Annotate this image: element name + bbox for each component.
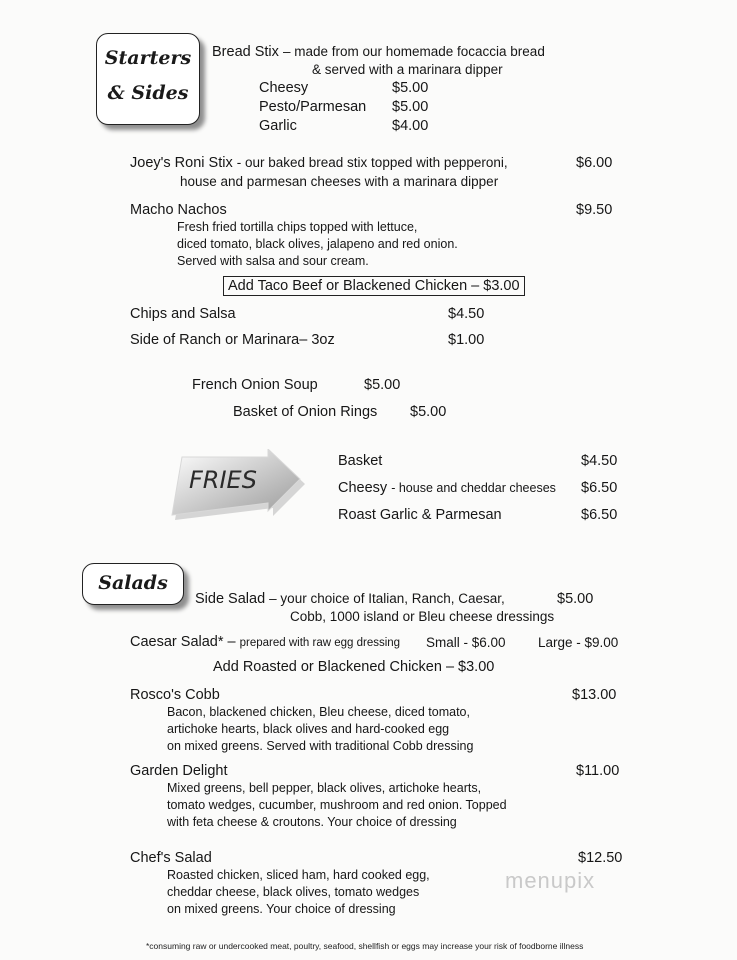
fries-item-line <box>338 480 556 496</box>
fries-item-price: $6.50 <box>581 507 618 523</box>
macho-nachos-name: Macho Nachos <box>130 202 227 218</box>
roni-stix-name: Joey's Roni Stix <box>130 155 233 171</box>
chicken-addon: Add Roasted or Blackened Chicken – $3.00 <box>213 659 495 675</box>
bread-stix-name: Bread Stix <box>212 44 279 60</box>
garden-delight-name: Garden Delight <box>130 763 228 779</box>
side-salad-desc2: Cobb, 1000 island or Bleu cheese dressings <box>290 609 555 624</box>
bread-stix-option: Garlic <box>259 118 297 134</box>
fries-label: FRIES <box>189 466 257 494</box>
chips-salsa-name: Chips and Salsa <box>130 306 236 322</box>
macho-nachos-price: $9.50 <box>576 202 613 218</box>
roni-stix-line <box>130 155 508 171</box>
chefs-salad-desc2: cheddar cheese, black olives, tomato wedges <box>167 885 420 899</box>
fries-item-price: $6.50 <box>581 480 618 496</box>
garden-delight-desc2: tomato wedges, cucumber, mushroom and red onion. Topped <box>167 798 507 812</box>
side-salad-price: $5.00 <box>557 591 594 607</box>
bread-stix-desc: – made from our homemade focaccia bread <box>282 44 545 59</box>
starters-heading-box <box>96 33 200 125</box>
starters-heading-line2: & Sides <box>107 82 189 104</box>
garden-delight-desc3: with feta cheese & croutons. Your choice of dressing <box>167 815 457 829</box>
macho-nachos-desc2: diced tomato, black olives, jalapeno and red onion. <box>177 237 458 251</box>
roscos-cobb-price: $13.00 <box>572 687 617 703</box>
macho-nachos-desc3: Served with salsa and sour cream. <box>177 254 369 268</box>
fries-item-price: $4.50 <box>581 453 618 469</box>
onion-soup-name: French Onion Soup <box>192 377 318 393</box>
footnote: *consuming raw or undercooked meat, poultry, seafood, shellfish or eggs may increase your risk of foodborne illness <box>146 941 584 951</box>
fries-item-name: Basket <box>338 453 383 469</box>
garden-delight-price: $11.00 <box>576 763 620 779</box>
side-ranch-name: Side of Ranch or Marinara– 3oz <box>130 332 335 348</box>
garden-delight-desc1: Mixed greens, bell pepper, black olives, artichoke hearts, <box>167 781 482 795</box>
caesar-line <box>130 634 400 650</box>
roscos-cobb-desc2: artichoke hearts, black olives and hard-cooked egg <box>167 722 450 736</box>
side-salad-line <box>195 591 505 607</box>
caesar-note: prepared with raw egg dressing <box>239 637 401 649</box>
onion-rings-name: Basket of Onion Rings <box>233 404 378 420</box>
bread-stix-option: Cheesy <box>259 80 309 96</box>
salads-heading-box <box>82 563 184 605</box>
chefs-salad-desc3: on mixed greens. Your choice of dressing <box>167 902 396 916</box>
macho-nachos-desc1: Fresh fried tortilla chips topped with lettuce, <box>177 220 418 234</box>
chips-salsa-price: $4.50 <box>448 306 485 322</box>
bread-stix-desc2: & served with a marinara dipper <box>312 62 503 77</box>
roni-stix-desc2: house and parmesan cheeses with a marinara dipper <box>180 174 499 189</box>
roscos-cobb-name: Rosco's Cobb <box>130 687 220 703</box>
watermark: menupix <box>505 868 596 893</box>
side-ranch-price: $1.00 <box>448 332 485 348</box>
salads-heading: Salads <box>98 572 168 594</box>
taco-addon: Add Taco Beef or Blackened Chicken – $3.00 <box>223 276 525 296</box>
fries-item-name: Roast Garlic & Parmesan <box>338 507 502 523</box>
roni-stix-price: $6.00 <box>576 155 613 171</box>
bread-stix-option-price: $5.00 <box>392 99 429 115</box>
bread-stix-option-price: $4.00 <box>392 118 429 134</box>
fries-item-name: Cheesy <box>338 480 388 496</box>
chefs-salad-price: $12.50 <box>578 850 623 866</box>
roscos-cobb-desc1: Bacon, blackened chicken, Bleu cheese, diced tomato, <box>167 705 470 719</box>
roscos-cobb-desc3: on mixed greens. Served with traditional Cobb dressing <box>167 739 474 753</box>
fries-item-note: - house and cheddar cheeses <box>391 481 556 495</box>
side-salad-desc1: – your choice of Italian, Ranch, Caesar, <box>269 591 505 606</box>
onion-rings-price: $5.00 <box>410 404 447 420</box>
caesar-name: Caesar Salad* – <box>130 634 236 650</box>
caesar-large: Large - $9.00 <box>538 635 619 650</box>
side-salad-name: Side Salad <box>195 591 266 607</box>
starters-heading-line1: Starters <box>104 47 192 69</box>
bread-stix-option-price: $5.00 <box>392 80 429 96</box>
caesar-small: Small - $6.00 <box>426 635 506 650</box>
bread-stix-option: Pesto/Parmesan <box>259 99 367 115</box>
onion-soup-price: $5.00 <box>364 377 401 393</box>
chefs-salad-name: Chef's Salad <box>130 850 212 866</box>
chefs-salad-desc1: Roasted chicken, sliced ham, hard cooked egg, <box>167 868 430 882</box>
bread-stix-line <box>212 44 545 60</box>
roni-stix-desc1: - our baked bread stix topped with pepperoni, <box>236 155 508 170</box>
